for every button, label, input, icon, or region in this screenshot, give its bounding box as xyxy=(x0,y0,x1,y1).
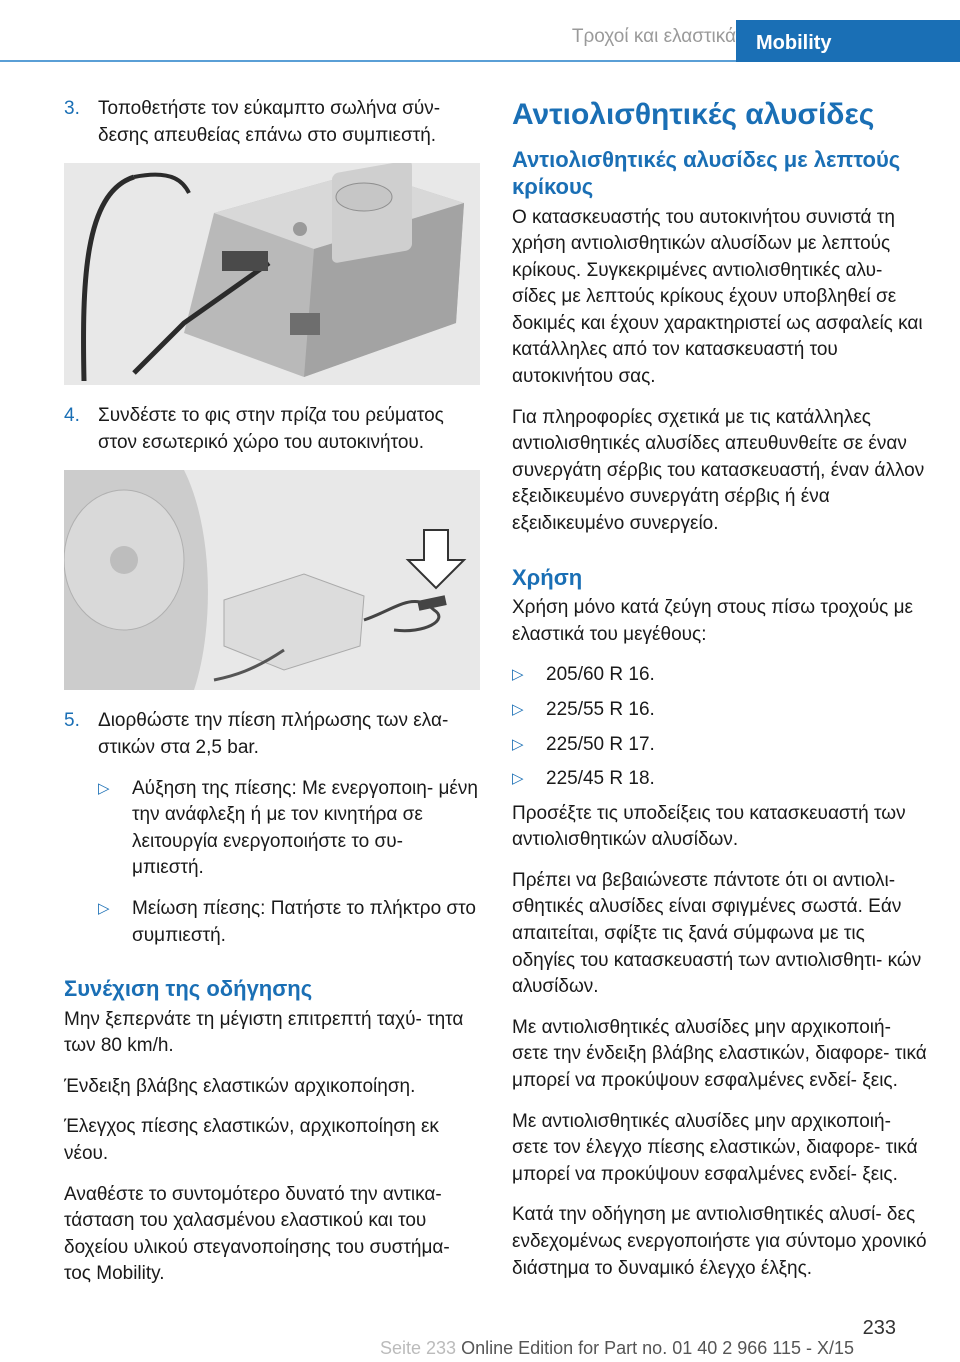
step-number: 4. xyxy=(64,405,80,427)
watermark-text: Seite 233 xyxy=(380,1338,457,1358)
edition-footer xyxy=(380,1336,900,1361)
page-title: Αντιολισθητικές αλυσίδες xyxy=(512,98,875,131)
paragraph: Προσέξτε τις υποδείξεις του κατασκευαστή των αντιολισθητικών αλυσίδων. xyxy=(512,802,906,851)
bullet-triangle-icon: ▷ xyxy=(98,779,110,797)
step-number: 3. xyxy=(64,98,80,119)
list-item xyxy=(512,662,928,689)
step-text: Συνδέστε το φις στην πρίζα του ρεύματος στον εσωτερικό χώρο του αυτοκινήτου. xyxy=(98,405,444,453)
page-number: 233 xyxy=(862,1317,896,1339)
paragraph: Έλεγχος πίεσης ελαστικών, αρχικοποίηση εκ νέου. xyxy=(64,1116,439,1164)
left-column xyxy=(64,96,480,1302)
paragraph: Με αντιολισθητικές αλυσίδες μην αρχικοποιή‐ σετε την ένδειξη βλάβης ελαστικών, διαφορε‐ τικά μπορεί να προκύψουν εσφαλμένες ενδεί‐ ξεις. xyxy=(512,1016,927,1092)
paragraph: Μην ξεπερνάτε τη μέγιστη επιτρεπτή ταχύ‐ τητα των 80 km/h. xyxy=(64,1008,464,1057)
paragraph: Με αντιολισθητικές αλυσίδες μην αρχικοποιή‐ σετε τον έλεγχο πίεσης ελαστικών, διαφορε‐ τικά μπορεί να προκύψουν εσφαλμένες ενδεί‐ ξεις. xyxy=(512,1110,918,1185)
step-4 xyxy=(64,403,480,456)
step-3 xyxy=(64,96,480,149)
paragraph: Αναθέστε το συντομότερο δυνατό την αντικα‐ τάσταση του χαλασμένου ελαστικού και του δοχείου υλικού στεγανοποίησης του συστήμα‐ τος Mobility. xyxy=(64,1183,450,1285)
header-chapter-tab: Mobility xyxy=(736,20,960,62)
bullet-triangle-icon: ▷ xyxy=(512,770,524,788)
tire-size: 205/60 R 16. xyxy=(546,664,655,686)
paragraph: Πρέπει να βεβαιώνεστε πάντοτε ότι οι αντιολι‐ σθητικές αλυσίδες είναι σφιγμένες σωστά. Εάν απαιτείται, σφίξτε τις ξανά σύμφωνα με τις οδηγίες του κατασκευαστή των αντιολισθητι‐ κών αλυσίδων. xyxy=(512,869,922,998)
bullet-triangle-icon: ▷ xyxy=(512,700,524,718)
power-socket-illustration xyxy=(64,470,480,690)
paragraph: Κατά την οδήγηση με αντιολισθητικές αλυσί‐ δες ενδεχομένως ενεργοποιήστε για σύντομο χρονικό διάστημα το δυναμικό έλεγχο έλξης. xyxy=(512,1204,927,1279)
paragraph: Για πληροφορίες σχετικά με τις κατάλληλες αντιολισθητικές αλυσίδες απευθυνθείτε σε έναν συνεργάτη σέρβις του κατασκευαστή, έναν άλλον εξειδικευμένο συνεργάτη σέρβις ή ένα εξειδικευμένο συνεργείο. xyxy=(512,406,925,535)
bullet-triangle-icon: ▷ xyxy=(98,899,110,917)
bullet-triangle-icon: ▷ xyxy=(512,666,524,684)
tire-size: 225/55 R 16. xyxy=(546,698,655,720)
use-heading: Χρήση xyxy=(512,564,583,590)
list-item xyxy=(512,766,928,793)
thin-chains-heading: Αντιολισθητικές αλυσίδες με λεπτούς κρίκους xyxy=(512,146,901,199)
paragraph: Ο κατασκευαστής του αυτοκινήτου συνιστά τη χρήση αντιολισθητικών αλυσίδων με λεπτούς κρίκους. Συγκεκριμένες αντιολισθητικές αλυ‐ σίδες με λεπτούς κρίκους έχουν υποβληθεί σε δοκιμές και έχουν χαρακτηριστεί ως ασφαλείς και κατάλληλες από τον κατασκευαστή του αυτοκινήτου σας. xyxy=(512,206,923,388)
step-5-substeps xyxy=(64,776,480,950)
list-item-text: Αύξηση της πίεσης: Με ενεργοποιη‐ μένη την ανάφλεξη ή με τον κινητήρα σε λειτουργία ενεργοποιήστε το συ‐ μπιεστή. xyxy=(132,777,478,879)
list-item xyxy=(98,896,480,949)
tire-size: 225/45 R 18. xyxy=(546,768,655,790)
list-item xyxy=(98,776,480,882)
list-item-text: Μείωση πίεσης: Πατήστε το πλήκτρο στο συμπιεστή. xyxy=(132,897,476,946)
step-text: Διορθώστε την πίεση πλήρωσης των ελα‐ στικών στα 2,5 bar. xyxy=(98,710,449,758)
list-item xyxy=(512,732,928,759)
header-section-title: Τροχοί και ελαστικά xyxy=(571,26,736,47)
step-5 xyxy=(64,708,480,761)
continue-driving-heading: Συνέχιση της οδήγησης xyxy=(64,976,313,1002)
paragraph: Χρήση μόνο κατά ζεύγη στους πίσω τροχούς με ελαστικά του μεγέθους: xyxy=(512,597,913,645)
right-column xyxy=(512,96,928,1296)
list-item xyxy=(512,697,928,724)
bullet-triangle-icon: ▷ xyxy=(512,735,524,753)
compressor-hose-illustration xyxy=(64,163,480,385)
step-text: Τοποθετήστε τον εύκαμπτο σωλήνα σύν‐ δεσης απευθείας επάνω στο συμπιεστή. xyxy=(98,98,441,146)
edition-text: Online Edition for Part no. 01 40 2 966 115 - X/15 xyxy=(461,1338,855,1358)
paragraph: Ένδειξη βλάβης ελαστικών αρχικοποίηση. xyxy=(64,1075,416,1097)
tire-size-list xyxy=(512,662,928,792)
tire-size: 225/50 R 17. xyxy=(546,733,655,755)
step-number: 5. xyxy=(64,710,80,732)
